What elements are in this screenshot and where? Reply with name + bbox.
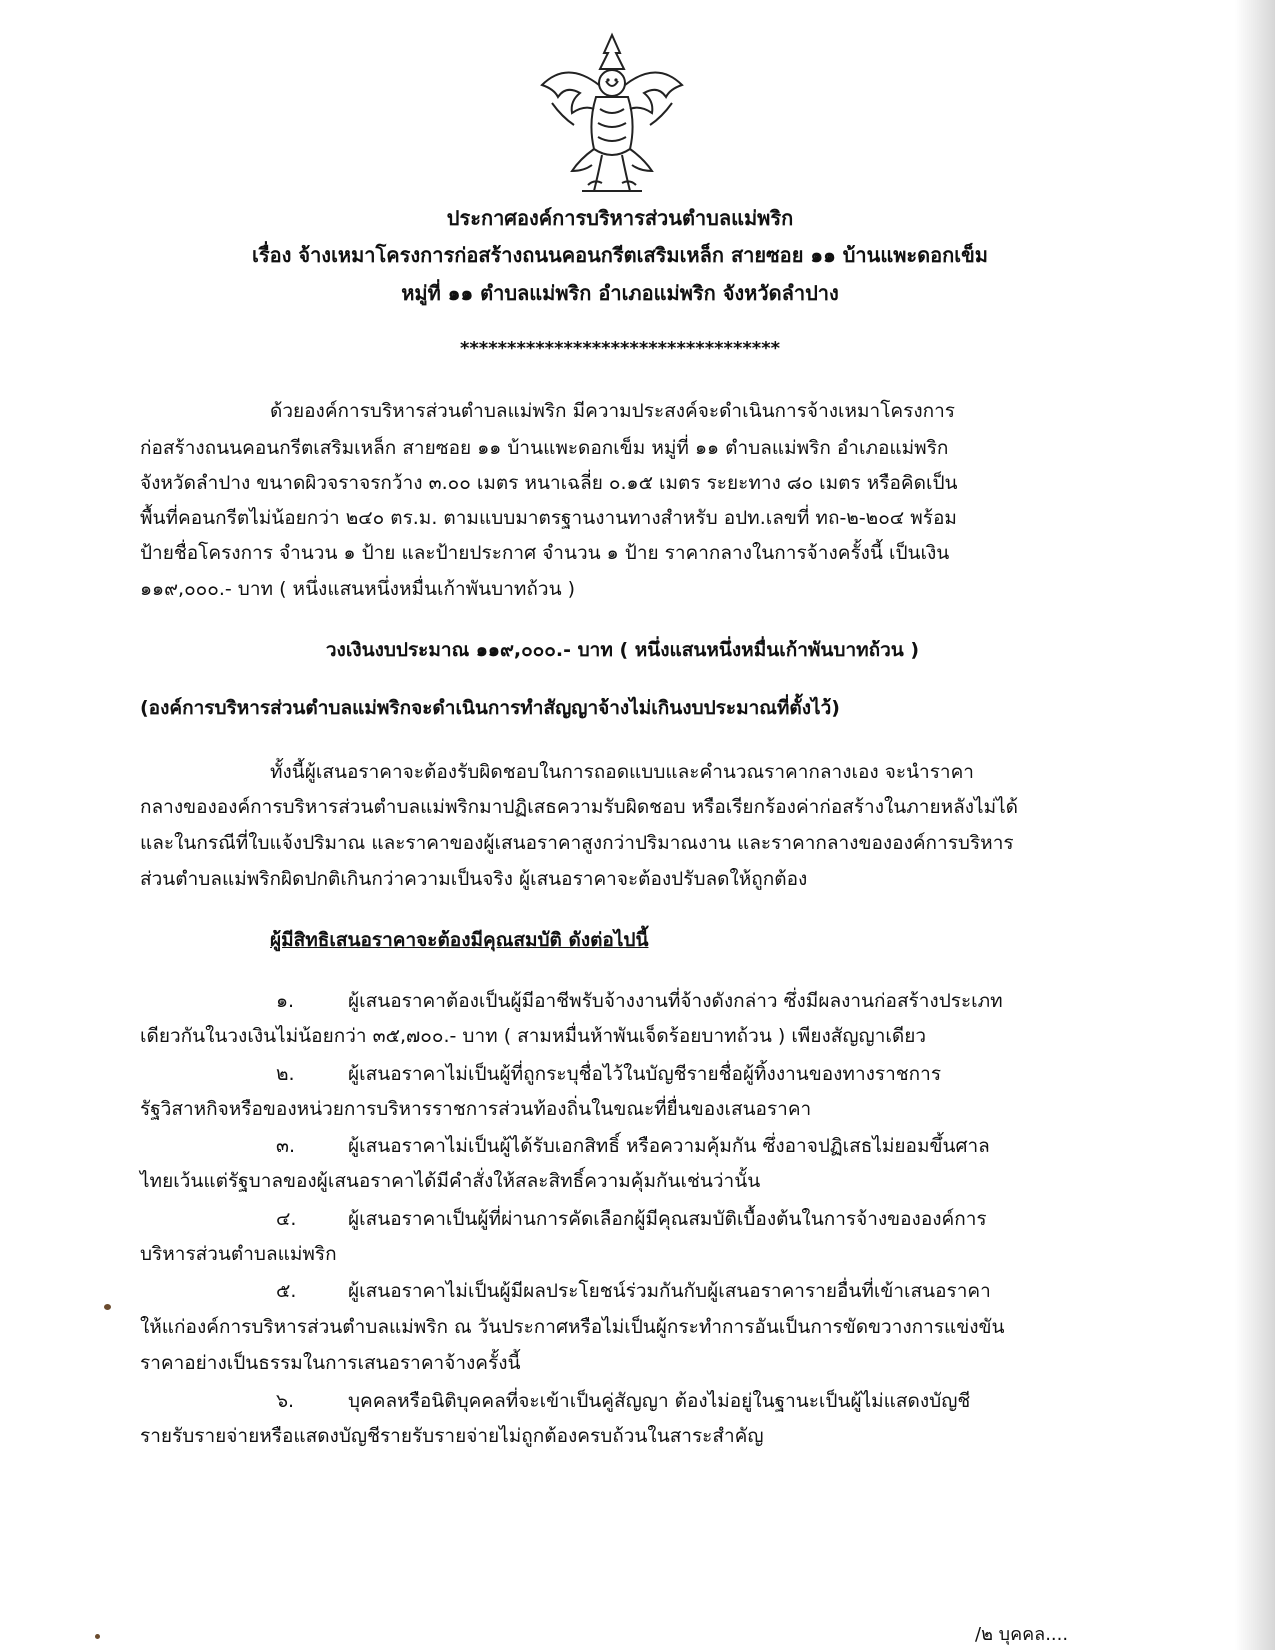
item-number: ๕. (276, 1280, 297, 1302)
item-text: ผู้เสนอราคาต้องเป็นผู้มีอาชีพรับจ้างงานที่จ้างดังกล่าว ซึ่งมีผลงานก่อสร้างประเภท (348, 990, 1003, 1012)
responsibility-line: และในกรณีที่ใบแจ้งปริมาณ และราคาของผู้เสนอราคาสูงกว่าปริมาณงาน และราคากลางขององค์การบริหาร (140, 832, 1014, 854)
item-text: บุคคลหรือนิติบุคคลที่จะเข้าเป็นคู่สัญญา ต้องไม่อยู่ในฐานะเป็นผู้ไม่แสดงบัญชี (348, 1390, 971, 1412)
item-continuation: ไทยเว้นแต่รัฐบาลของผู้เสนอราคาได้มีคำสั่งให้สละสิทธิ์ความคุ้มกันเช่นว่านั้น (140, 1170, 761, 1192)
qualification-item (140, 1133, 1105, 1159)
intro-line: พื้นที่คอนกรีตไม่น้อยกว่า ๒๔๐ ตร.ม. ตามแบบมาตรฐานงานทางสำหรับ อปท.เลขที่ ทถ-๒-๒๐๔ พร้อม (140, 507, 957, 529)
announcement-title: ประกาศองค์การบริหารส่วนตำบลแม่พริก (446, 206, 794, 230)
separator-stars: ********************************** (459, 338, 781, 359)
announcement-subject: เรื่อง จ้างเหมาโครงการก่อสร้างถนนคอนกรีตเสริมเหล็ก สายซอย ๑๑ บ้านแพะดอกเข็ม (252, 243, 988, 267)
item-continuation: ให้แก่องค์การบริหารส่วนตำบลแม่พริก ณ วันประกาศหรือไม่เป็นผู้กระทำการอันเป็นการขัดขวางการแข่งขัน (140, 1316, 1005, 1338)
item-text: ผู้เสนอราคาไม่เป็นผู้ที่ถูกระบุชื่อไว้ในบัญชีรายชื่อผู้ทิ้งงานของทางราชการ (348, 1063, 942, 1085)
item-text: ผู้เสนอราคาเป็นผู้ที่ผ่านการคัดเลือกผู้มีคุณสมบัติเบื้องต้นในการจ้างขององค์การ (348, 1208, 987, 1230)
budget-line: วงเงินงบประมาณ ๑๑๙,๐๐๐.- บาท ( หนึ่งแสนหนึ่งหมื่นเก้าพันบาทถ้วน ) (325, 639, 920, 661)
item-text: ผู้เสนอราคาไม่เป็นผู้ได้รับเอกสิทธิ์ หรือความคุ้มกัน ซึ่งอาจปฏิเสธไม่ยอมขึ้นศาล (348, 1135, 990, 1157)
contract-note: (องค์การบริหารส่วนตำบลแม่พริกจะดำเนินการทำสัญญาจ้างไม่เกินงบประมาณที่ตั้งไว้) (140, 697, 840, 719)
item-continuation: เดียวกันในวงเงินไม่น้อยกว่า ๓๕,๗๐๐.- บาท ( สามหมื่นห้าพันเจ็ดร้อยบาทถ้วน ) เพียงสัญญาเดียว (140, 1025, 927, 1047)
item-continuation: บริหารส่วนตำบลแม่พริก (140, 1243, 337, 1265)
page-continuation: /๒ บุคคล.... (975, 1624, 1069, 1645)
responsibility-line: ส่วนตำบลแม่พริกผิดปกติเกินกว่าความเป็นจริง ผู้เสนอราคาจะต้องปรับลดให้ถูกต้อง (140, 868, 808, 890)
garuda-emblem-icon (522, 25, 702, 205)
item-continuation: ราคาอย่างเป็นธรรมในการเสนอราคาจ้างครั้งนี้ (140, 1352, 521, 1374)
intro-line: ด้วยองค์การบริหารส่วนตำบลแม่พริก มีความประสงค์จะดำเนินการจ้างเหมาโครงการ (270, 400, 956, 422)
item-number: ๑. (276, 990, 295, 1012)
intro-line: จังหวัดลำปาง ขนาดผิวจราจรกว้าง ๓.๐๐ เมตร หนาเฉลี่ย ๐.๑๕ เมตร ระยะทาง ๘๐ เมตร หรือคิดเป็น (140, 472, 958, 494)
item-continuation: รัฐวิสาหกิจหรือของหน่วยการบริหารราชการส่วนท้องถิ่นในขณะที่ยื่นของเสนอราคา (140, 1098, 812, 1120)
intro-line: ป้ายชื่อโครงการ จำนวน ๑ ป้าย และป้ายประกาศ จำนวน ๑ ป้าย ราคากลางในการจ้างครั้งนี้ เป็นเงิน (140, 542, 950, 564)
item-continuation: รายรับรายจ่ายหรือแสดงบัญชีรายรับรายจ่ายไม่ถูกต้องครบถ้วนในสาระสำคัญ (140, 1425, 764, 1447)
scan-edge-shadow (1235, 0, 1275, 1650)
responsibility-line: ทั้งนี้ผู้เสนอราคาจะต้องรับผิดชอบในการถอดแบบและคำนวณราคากลางเอง จะนำราคา (270, 761, 974, 783)
item-number: ๓. (276, 1135, 296, 1157)
qualification-item (140, 1061, 1105, 1087)
qualification-item (140, 988, 1105, 1014)
item-number: ๖. (276, 1390, 295, 1412)
item-text: ผู้เสนอราคาไม่เป็นผู้มีผลประโยชน์ร่วมกันกับผู้เสนอราคารายอื่นที่เข้าเสนอราคา (348, 1280, 991, 1302)
item-number: ๒. (276, 1063, 295, 1085)
scan-speck (104, 1304, 111, 1310)
announcement-location: หมู่ที่ ๑๑ ตำบลแม่พริก อำเภอแม่พริก จังหวัดลำปาง (401, 281, 839, 305)
qualification-item (140, 1278, 1105, 1304)
qualifications-title: ผู้มีสิทธิเสนอราคาจะต้องมีคุณสมบัติ ดังต่อไปนี้ (270, 929, 649, 951)
intro-line: ก่อสร้างถนนคอนกรีตเสริมเหล็ก สายซอย ๑๑ บ้านแพะดอกเข็ม หมู่ที่ ๑๑ ตำบลแม่พริก อำเภอแม่พริก (140, 437, 949, 459)
qualification-item (140, 1206, 1105, 1232)
responsibility-line: กลางขององค์การบริหารส่วนตำบลแม่พริกมาปฏิเสธความรับผิดชอบ หรือเรียกร้องค่าก่อสร้างในภายหลังไม่ได้ (140, 796, 1019, 818)
item-number: ๔. (276, 1208, 297, 1230)
scan-speck (95, 1634, 100, 1639)
qualification-item (140, 1388, 1105, 1414)
intro-line: ๑๑๙,๐๐๐.- บาท ( หนึ่งแสนหนึ่งหมื่นเก้าพันบาทถ้วน ) (140, 578, 576, 600)
